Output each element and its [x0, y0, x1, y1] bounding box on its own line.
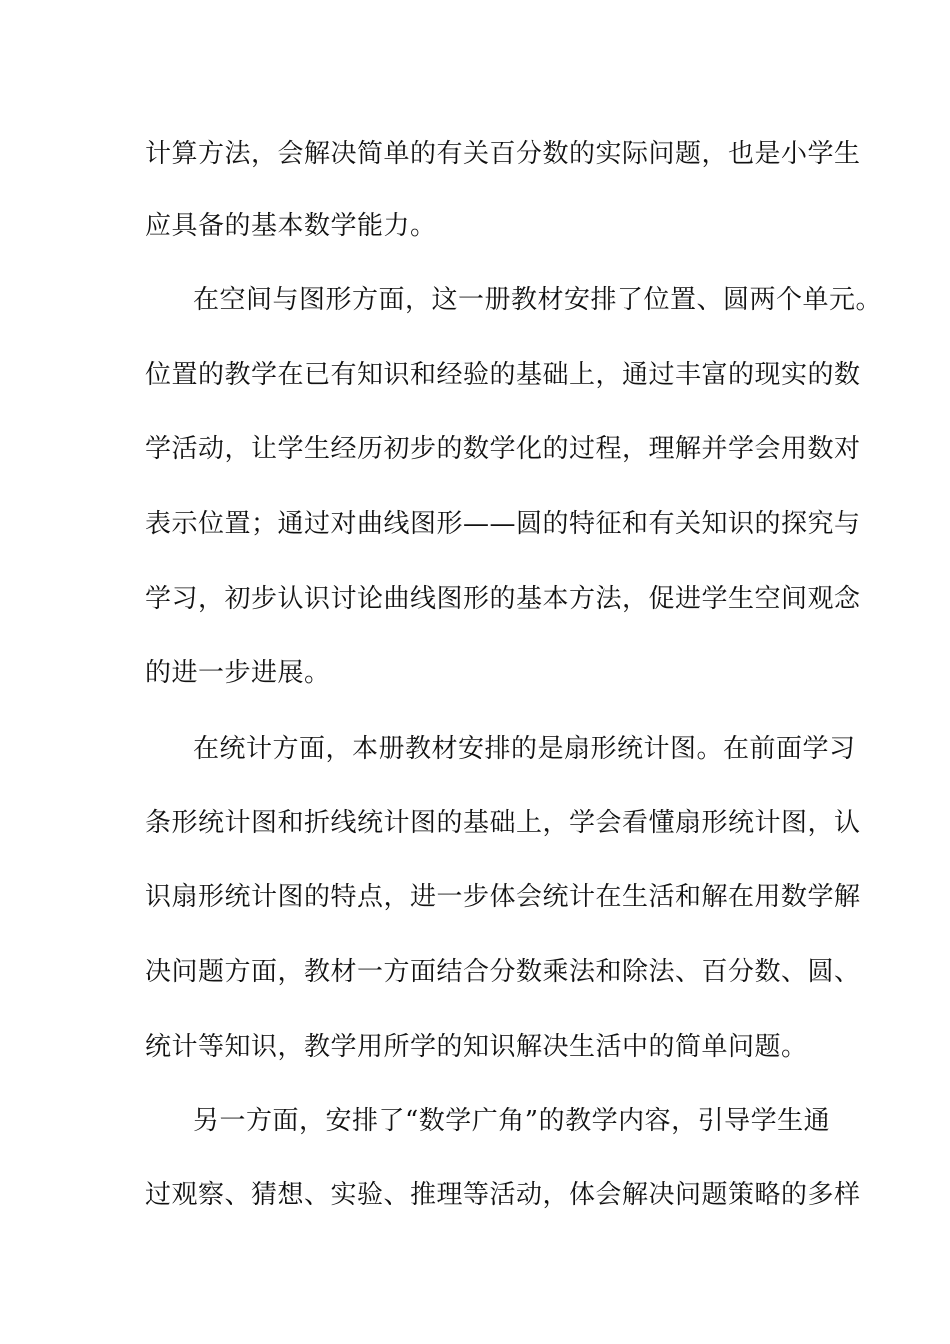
text-line: 的进一步进展。 — [145, 658, 331, 688]
text-line: 应具备的基本数学能力。 — [145, 211, 437, 241]
paragraph-start-line: 在统计方面，本册教材安排的是扇形统计图。在前面学习 — [193, 734, 856, 764]
text-line: 决问题方面，教材一方面结合分数乘法和除法、百分数、圆、 — [145, 957, 861, 987]
text-line: 统计等知识，教学用所学的知识解决生活中的简单问题。 — [145, 1032, 808, 1062]
text-line: 表示位置；通过对曲线图形——圆的特征和有关知识的探究与 — [145, 509, 861, 539]
text-line: 学活动，让学生经历初步的数学化的过程，理解并学会用数对 — [145, 434, 861, 464]
text-line: 学习，初步认识讨论曲线图形的基本方法，促进学生空间观念 — [145, 584, 861, 614]
text-line: 计算方法，会解决简单的有关百分数的实际问题，也是小学生 — [145, 139, 861, 169]
paragraph-start-line: 在空间与图形方面，这一册教材安排了位置、圆两个单元。 — [193, 285, 883, 315]
text-line: 识扇形统计图的特点，进一步体会统计在生活和解在用数学解 — [145, 882, 861, 912]
text-line: 条形统计图和折线统计图的基础上，学会看懂扇形统计图，认 — [145, 808, 861, 838]
paragraph-start-line: 另一方面，安排了“数学广角”的教学内容，引导学生通 — [193, 1106, 831, 1136]
text-line: 位置的教学在已有知识和经验的基础上，通过丰富的现实的数 — [145, 360, 861, 390]
text-line: 过观察、猜想、实验、推理等活动，体会解决问题策略的多样 — [145, 1180, 861, 1210]
